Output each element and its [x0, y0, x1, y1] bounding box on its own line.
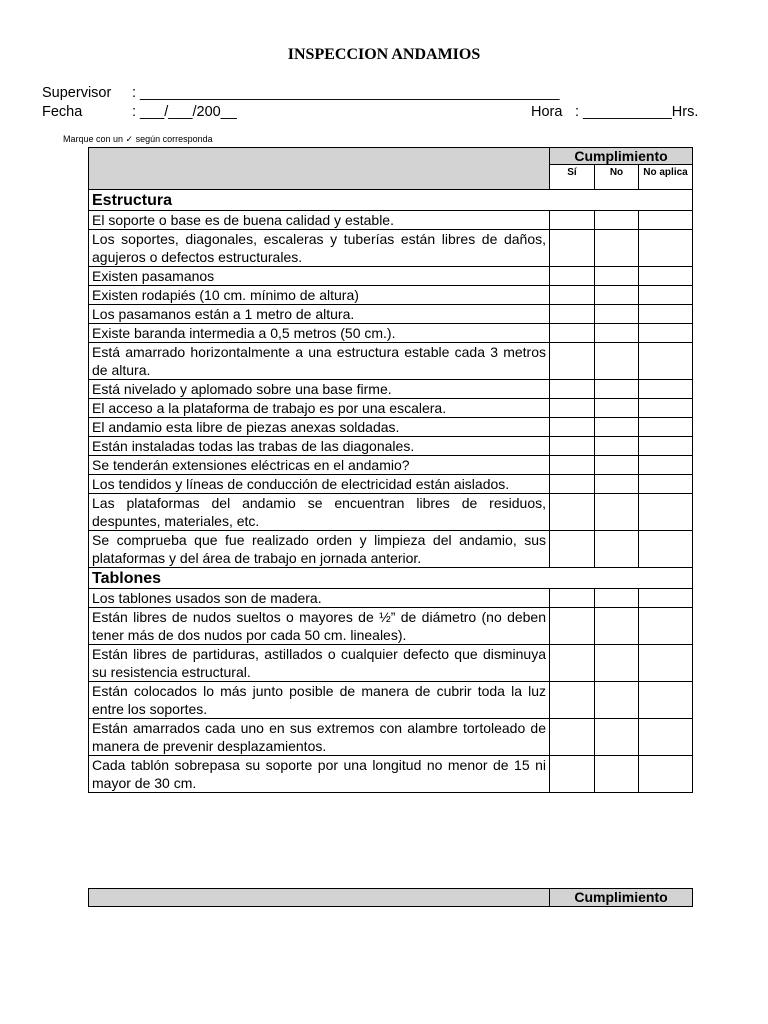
- section-header: [89, 568, 693, 589]
- checkbox-si[interactable]: [550, 380, 595, 399]
- checklist-question: Están colocados lo más junto posible de manera de cubrir toda la luz entre los soportes.: [89, 682, 550, 719]
- checkbox-no-aplica[interactable]: [639, 608, 693, 645]
- checklist-row: [89, 305, 693, 324]
- checklist-row: [89, 380, 693, 399]
- checklist-row: [89, 475, 693, 494]
- checkbox-si[interactable]: [550, 756, 595, 793]
- checkbox-no[interactable]: [595, 456, 639, 475]
- checkbox-no-aplica[interactable]: [639, 437, 693, 456]
- checkbox-si[interactable]: [550, 305, 595, 324]
- checklist-question: Está nivelado y aplomado sobre una base firme.: [89, 380, 550, 399]
- supervisor-row: [42, 85, 559, 101]
- checkbox-no[interactable]: [595, 418, 639, 437]
- checkbox-si[interactable]: [550, 456, 595, 475]
- hora-row: [531, 104, 698, 120]
- checklist-question: Los tablones usados son de madera.: [89, 589, 550, 608]
- checklist-question: El acceso a la plataforma de trabajo es por una escalera.: [89, 399, 550, 418]
- checkbox-no-aplica[interactable]: [639, 399, 693, 418]
- checkbox-no-aplica[interactable]: [639, 380, 693, 399]
- fecha-row: [42, 104, 237, 120]
- checkbox-si[interactable]: [550, 399, 595, 418]
- checkbox-si[interactable]: [550, 343, 595, 380]
- checkbox-no-aplica[interactable]: [639, 756, 693, 793]
- cumplimiento-header: Cumplimiento: [550, 148, 693, 165]
- checkbox-no[interactable]: [595, 645, 639, 682]
- checkbox-no[interactable]: [595, 230, 639, 267]
- checklist-row: [89, 531, 693, 568]
- hora-field[interactable]: : ___________Hrs.: [575, 104, 699, 120]
- checkbox-si[interactable]: [550, 608, 595, 645]
- checkbox-no-aplica[interactable]: [639, 211, 693, 230]
- inspection-table: [88, 147, 693, 793]
- checklist-row: [89, 437, 693, 456]
- checkbox-no-aplica[interactable]: [639, 494, 693, 531]
- checkbox-no-aplica[interactable]: [639, 324, 693, 343]
- checkbox-no[interactable]: [595, 437, 639, 456]
- checklist-row: [89, 682, 693, 719]
- checklist-question: Están amarrados cada uno en sus extremos con alambre tortoleado de manera de prevenir desplazamientos.: [89, 719, 550, 756]
- checklist-question: Existe baranda intermedia a 0,5 metros (50 cm.).: [89, 324, 550, 343]
- checklist-question: Están libres de partiduras, astillados o cualquier defecto que disminuya su resistencia estructural.: [89, 645, 550, 682]
- bottom-header-blank: [89, 889, 550, 907]
- checkbox-si[interactable]: [550, 324, 595, 343]
- checkbox-si[interactable]: [550, 437, 595, 456]
- no-header: No: [595, 165, 639, 190]
- checkbox-si[interactable]: [550, 475, 595, 494]
- checklist-question: Cada tablón sobrepasa su soporte por una longitud no menor de 15 ni mayor de 30 cm.: [89, 756, 550, 793]
- checklist-row: [89, 756, 693, 793]
- checklist-question: Está amarrado horizontalmente a una estructura estable cada 3 metros de altura.: [89, 343, 550, 380]
- checkbox-no[interactable]: [595, 343, 639, 380]
- checkbox-no-aplica[interactable]: [639, 475, 693, 494]
- checkbox-si[interactable]: [550, 230, 595, 267]
- checklist-row: [89, 399, 693, 418]
- checkbox-no-aplica[interactable]: [639, 589, 693, 608]
- checkbox-no[interactable]: [595, 682, 639, 719]
- si-header: Sí: [550, 165, 595, 190]
- checkbox-si[interactable]: [550, 267, 595, 286]
- checkbox-no-aplica[interactable]: [639, 286, 693, 305]
- checkbox-no[interactable]: [595, 305, 639, 324]
- checkbox-no-aplica[interactable]: [639, 230, 693, 267]
- checklist-question: Están instaladas todas las trabas de las diagonales.: [89, 437, 550, 456]
- checklist-question: Los soportes, diagonales, escaleras y tuberías están libres de daños, agujeros o defectos estructurales.: [89, 230, 550, 267]
- instruction-note: Marque con un ✓ según corresponda: [63, 134, 213, 144]
- checklist-row: [89, 608, 693, 645]
- checklist-question: Los pasamanos están a 1 metro de altura.: [89, 305, 550, 324]
- checkbox-si[interactable]: [550, 589, 595, 608]
- checklist-row: [89, 230, 693, 267]
- checkbox-si[interactable]: [550, 719, 595, 756]
- checkbox-no[interactable]: [595, 475, 639, 494]
- checkbox-si[interactable]: [550, 286, 595, 305]
- section-title: Tablones: [89, 568, 693, 589]
- checkbox-no[interactable]: [595, 608, 639, 645]
- checkbox-no-aplica[interactable]: [639, 682, 693, 719]
- checkbox-no[interactable]: [595, 531, 639, 568]
- checklist-question: Se tenderán extensiones eléctricas en el andamio?: [89, 456, 550, 475]
- checkbox-no[interactable]: [595, 756, 639, 793]
- checkbox-no[interactable]: [595, 494, 639, 531]
- checklist-row: [89, 645, 693, 682]
- checkbox-no-aplica[interactable]: [639, 418, 693, 437]
- checkbox-no[interactable]: [595, 211, 639, 230]
- checklist-row: [89, 324, 693, 343]
- section-title: Estructura: [89, 190, 693, 211]
- page-title: INSPECCION ANDAMIOS: [287, 46, 481, 63]
- checkbox-no[interactable]: [595, 324, 639, 343]
- checkbox-si[interactable]: [550, 211, 595, 230]
- checkbox-no-aplica[interactable]: [639, 267, 693, 286]
- checkbox-si[interactable]: [550, 494, 595, 531]
- checklist-row: [89, 719, 693, 756]
- checklist-row: [89, 456, 693, 475]
- checklist-question: El soporte o base es de buena calidad y estable.: [89, 211, 550, 230]
- checkbox-no-aplica[interactable]: [639, 305, 693, 324]
- supervisor-field[interactable]: : ____________________________________________________: [132, 85, 560, 101]
- checkbox-si[interactable]: [550, 682, 595, 719]
- checkbox-no[interactable]: [595, 589, 639, 608]
- checkbox-si[interactable]: [550, 645, 595, 682]
- checkbox-no[interactable]: [595, 719, 639, 756]
- checkbox-no[interactable]: [595, 267, 639, 286]
- checkbox-no[interactable]: [595, 286, 639, 305]
- checkbox-si[interactable]: [550, 531, 595, 568]
- checkbox-no[interactable]: [595, 380, 639, 399]
- section-header: [89, 190, 693, 211]
- fecha-label: Fecha: [42, 104, 83, 120]
- checklist-row: [89, 343, 693, 380]
- checklist-question: Se comprueba que fue realizado orden y limpieza del andamio, sus plataformas y del área de trabajo en jornada anterior.: [89, 531, 550, 568]
- checklist-row: [89, 494, 693, 531]
- checklist-row: [89, 589, 693, 608]
- checkbox-si[interactable]: [550, 418, 595, 437]
- checkbox-no-aplica[interactable]: [639, 719, 693, 756]
- fecha-field[interactable]: : ___/___/200__: [132, 104, 237, 120]
- supervisor-label: Supervisor: [42, 85, 112, 101]
- checkbox-no[interactable]: [595, 399, 639, 418]
- checklist-question: Las plataformas del andamio se encuentran libres de residuos, despuntes, materiales, etc.: [89, 494, 550, 531]
- bottom-table: [88, 888, 693, 907]
- hora-label: Hora: [531, 104, 563, 120]
- checkbox-no-aplica[interactable]: [639, 645, 693, 682]
- checkbox-no-aplica[interactable]: [639, 456, 693, 475]
- checkbox-no-aplica[interactable]: [639, 343, 693, 380]
- checklist-row: [89, 418, 693, 437]
- checklist-row: [89, 211, 693, 230]
- checkbox-no-aplica[interactable]: [639, 531, 693, 568]
- checklist-question: Los tendidos y líneas de conducción de electricidad están aislados.: [89, 475, 550, 494]
- checklist-question: Existen pasamanos: [89, 267, 550, 286]
- no-aplica-header: No aplica: [639, 165, 693, 190]
- checklist-row: [89, 286, 693, 305]
- checklist-question: Están libres de nudos sueltos o mayores de ½” de diámetro (no deben tener más de dos nudos por cada 50 cm. lineales).: [89, 608, 550, 645]
- header-blank: [89, 148, 550, 190]
- checklist-question: El andamio esta libre de piezas anexas soldadas.: [89, 418, 550, 437]
- bottom-cumplimiento-header: Cumplimiento: [550, 889, 693, 907]
- checklist-row: [89, 267, 693, 286]
- checklist-question: Existen rodapiés (10 cm. mínimo de altura): [89, 286, 550, 305]
